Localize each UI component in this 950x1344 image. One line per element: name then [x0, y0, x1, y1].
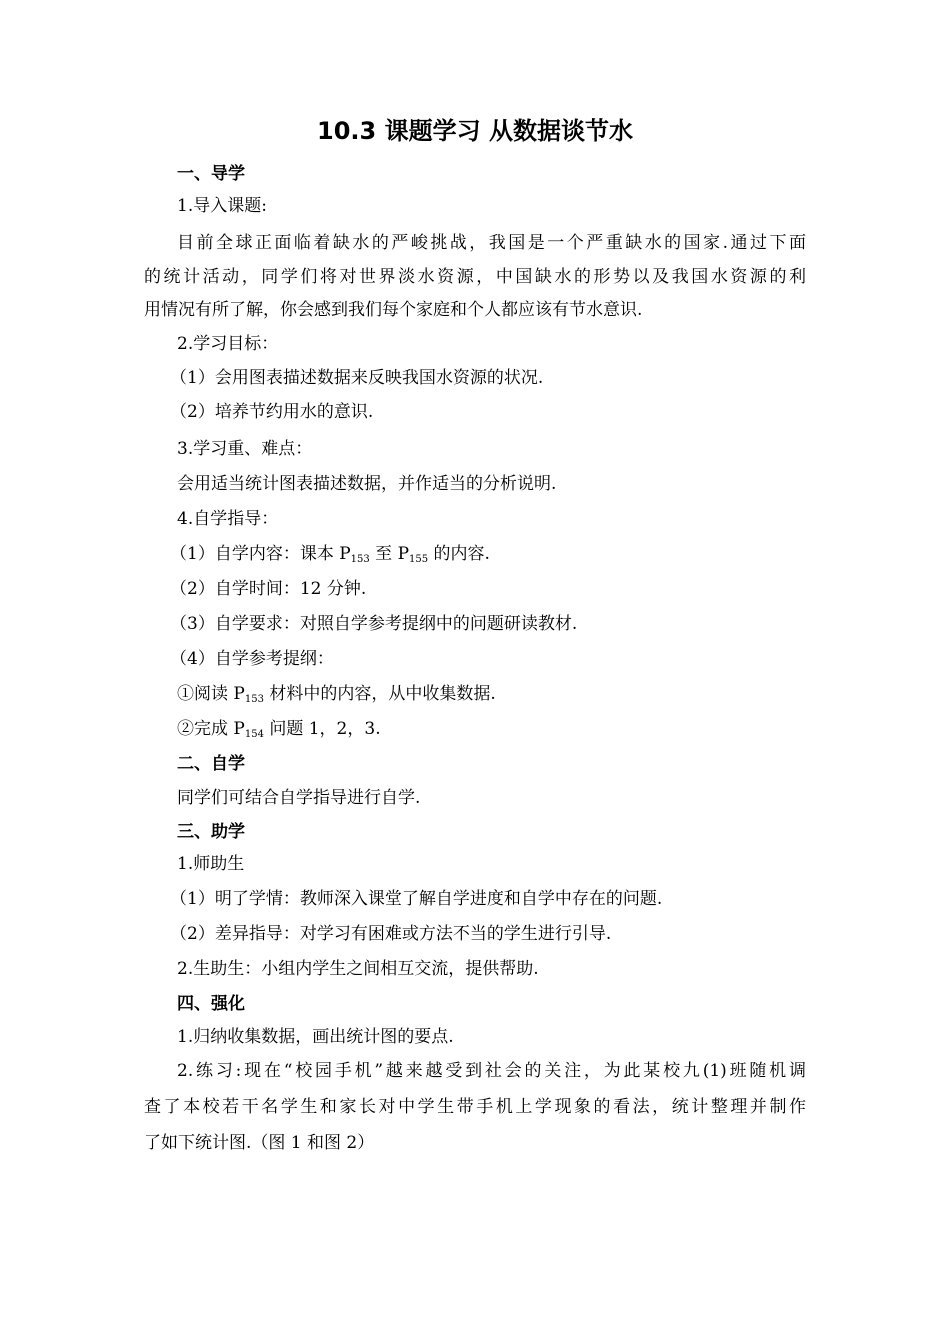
- intro-paragraph-line1: 目前全球正面临着缺水的严峻挑战，我国是一个严重缺水的国家.通过下面: [177, 233, 806, 253]
- page-title: 10.3 课题学习 从数据谈节水: [317, 117, 633, 145]
- intro-paragraph-line3: 用情况有所了解，你会感到我们每个家庭和个人都应该有节水意识.: [144, 300, 643, 320]
- goals-title: 2.学习目标：: [177, 334, 279, 354]
- exercise-line1: 2.练习:现在“校园手机”越来越受到社会的关注，为此某校九(1)班随机调: [177, 1061, 806, 1081]
- key-points-text: 会用适当统计图表描述数据，并作适当的分析说明.: [177, 474, 557, 494]
- exercise-line2: 查了本校若干名学生和家长对中学生带手机上学现象的看法，统计整理并制作: [144, 1097, 806, 1117]
- peer-help-text: 2.生助生：小组内学生之间相互交流，提供帮助.: [177, 959, 539, 979]
- outline-item-2: ②完成 $P_{154}$ 问题 1，2，3.: [177, 719, 381, 740]
- intro-title: 1.导入课题:: [177, 196, 267, 216]
- self-study-text: 同学们可结合自学指导进行自学.: [177, 788, 421, 808]
- intro-paragraph-line2: 的统计活动，同学们将对世界淡水资源，中国缺水的形势以及我国水资源的利: [144, 267, 806, 287]
- section-heading-zixue: 二、自学: [177, 754, 245, 774]
- teacher-help-item-1: （1）明了学情：教师深入课堂了解自学进度和自学中存在的问题.: [170, 889, 663, 909]
- section-heading-daoxue: 一、导学: [177, 164, 245, 184]
- teacher-help-title: 1.师助生: [177, 854, 245, 874]
- goal-item-2: （2）培养节约用水的意识.: [170, 402, 374, 422]
- guide-item-4: （4）自学参考提纲：: [170, 649, 334, 669]
- exercise-line3: 了如下统计图.（图 1 和图 2）: [144, 1133, 375, 1153]
- guide-item-1: （1）自学内容：课本 $P_{153}$ 至 $P_{155}$ 的内容.: [170, 544, 490, 565]
- guide-title: 4.自学指导：: [177, 509, 279, 529]
- summary-item: 1.归纳收集数据，画出统计图的要点.: [177, 1027, 454, 1047]
- section-heading-qianghua: 四、强化: [177, 994, 245, 1014]
- guide-item-2: （2）自学时间：12 分钟.: [170, 579, 367, 599]
- teacher-help-item-2: （2）差异指导：对学习有困难或方法不当的学生进行引导.: [170, 924, 612, 944]
- key-points-title: 3.学习重、难点：: [177, 439, 313, 459]
- section-heading-zhuxue: 三、助学: [177, 822, 245, 842]
- goal-item-1: （1）会用图表描述数据来反映我国水资源的状况.: [170, 368, 544, 388]
- guide-item-3: （3）自学要求：对照自学参考提纲中的问题研读教材.: [170, 614, 578, 634]
- outline-item-1: ①阅读 $P_{153}$ 材料中的内容，从中收集数据.: [177, 684, 496, 705]
